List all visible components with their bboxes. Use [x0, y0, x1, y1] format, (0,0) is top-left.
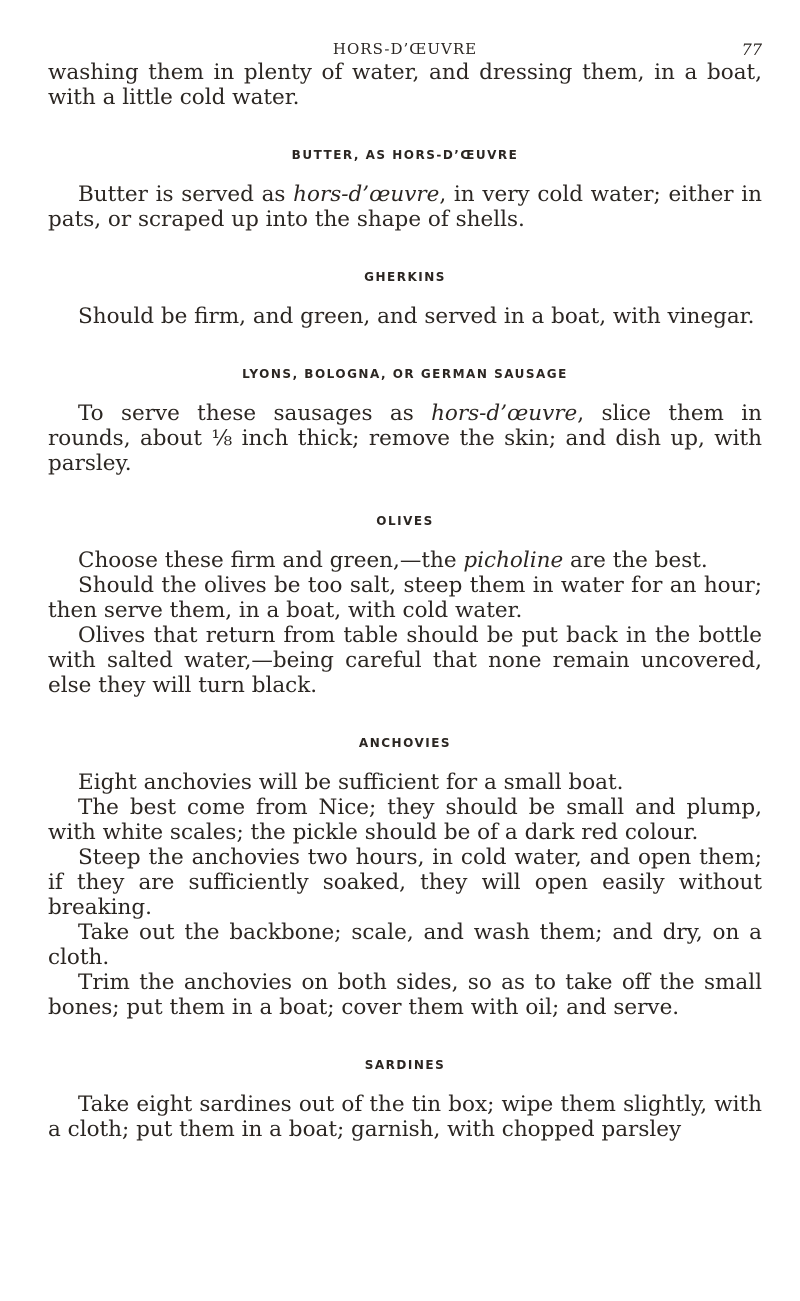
intro-paragraph: washing them in plenty of water, and dressing them, in a boat, with a little cold water.	[48, 60, 762, 110]
page-number: 77	[741, 40, 762, 59]
section-heading-gherkins: GHERKINS	[364, 270, 446, 284]
running-head	[48, 0, 762, 60]
sausage-paragraph: To serve these sausages as hors-d’œuvre, slice them in rounds, about ⅛ inch thick; remove the skin; and dish up, with parsley.	[48, 401, 762, 476]
anchovies-paragraph-4: Take out the backbone; scale, and wash them; and dry, on a cloth.	[48, 920, 762, 970]
section-heading-butter: BUTTER, AS HORS-D’ŒUVRE	[291, 148, 519, 162]
section-heading-anchovies: ANCHOVIES	[358, 736, 452, 750]
anchovies-paragraph-1: Eight anchovies will be sufficient for a small boat.	[78, 770, 624, 795]
anchovies-paragraph-5: Trim the anchovies on both sides, so as to take off the small bones; put them in a boat; cover them with oil; and serve.	[48, 970, 762, 1020]
section-heading-sausage: LYONS, BOLOGNA, OR GERMAN SAUSAGE	[242, 367, 568, 381]
running-title: HORS-D’ŒUVRE	[332, 40, 478, 58]
olives-paragraph-2: Should the olives be too salt, steep them in water for an hour; then serve them, in a boat, with cold water.	[48, 573, 762, 623]
sardines-paragraph: Take eight sardines out of the tin box; wipe them slightly, with a cloth; put them in a boat; garnish, with chopped parsley	[48, 1092, 762, 1142]
anchovies-paragraph-3: Steep the anchovies two hours, in cold water, and open them; if they are sufficiently soaked, they will open easily without breaking.	[48, 845, 762, 920]
olives-paragraph-3: Olives that return from table should be put back in the bottle with salted water,—being careful that none remain uncovered, else they will turn black.	[48, 623, 762, 698]
olives-paragraph-1: Choose these firm and green,—the picholine are the best.	[78, 548, 708, 573]
anchovies-paragraph-2: The best come from Nice; they should be small and plump, with white scales; the pickle should be of a dark red colour.	[48, 795, 762, 845]
section-heading-olives: OLIVES	[376, 514, 434, 528]
gherkins-paragraph: Should be firm, and green, and served in a boat, with vinegar.	[78, 304, 755, 329]
section-heading-sardines: SARDINES	[364, 1058, 446, 1072]
butter-paragraph: Butter is served as hors-d’œuvre, in very cold water; either in pats, or scraped up into the shape of shells.	[48, 182, 762, 232]
